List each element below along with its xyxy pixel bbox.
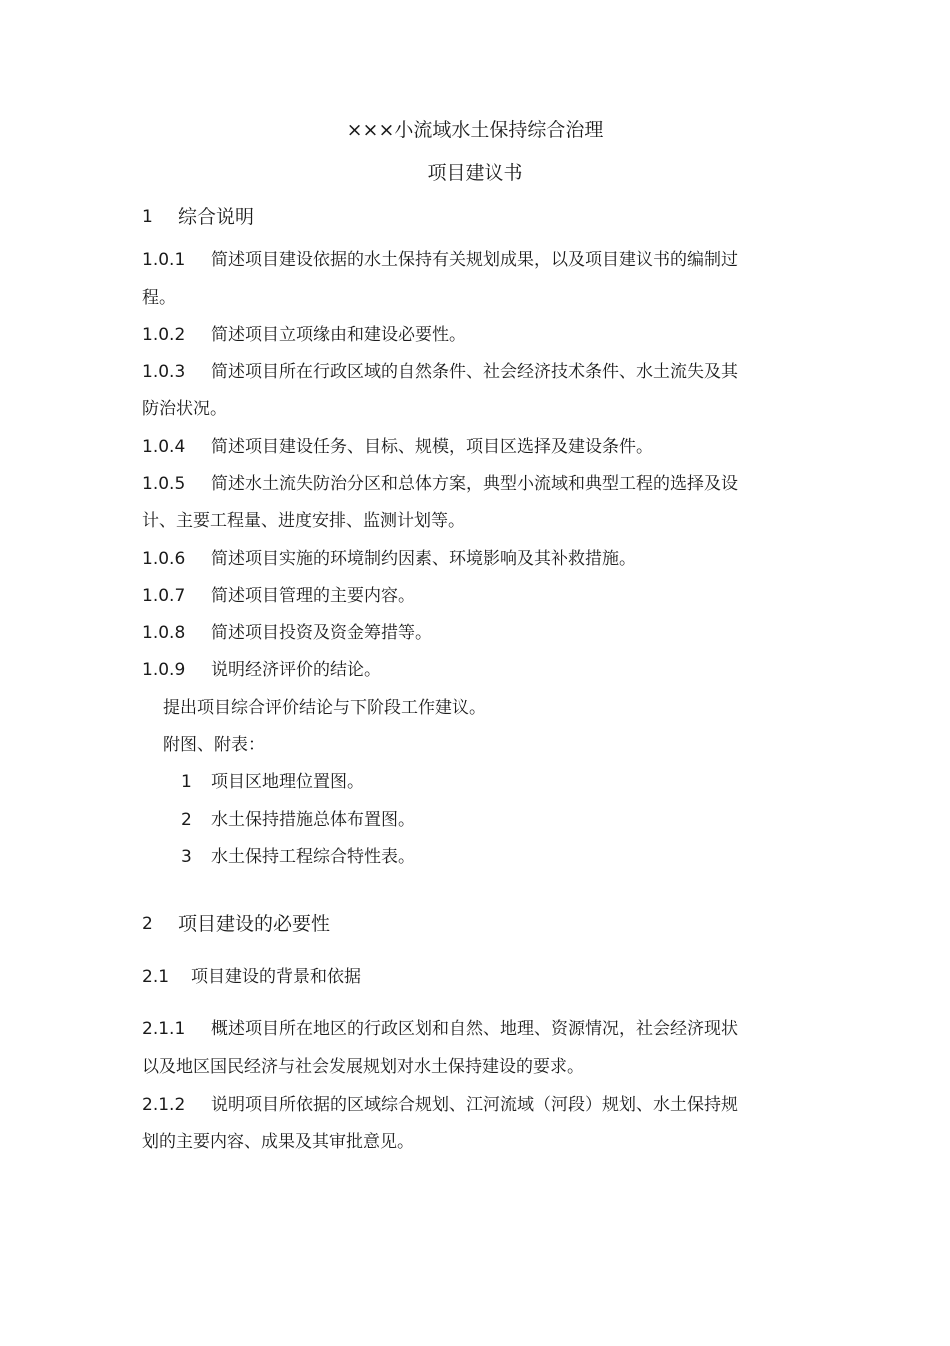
item-1-0-7-text: 简述项目管理的主要内容。: [211, 586, 415, 606]
item-2-1-1-cont: 以及地区国民经济与社会发展规划对水土保持建设的要求。: [142, 1057, 584, 1077]
doc-title-line1: ×××小流域水土保持综合治理: [346, 119, 604, 141]
attachment-1-text: 项目区地理位置图。: [211, 772, 364, 792]
item-1-0-3-number: 1.0.3: [142, 362, 186, 382]
item-2-1-2-text: 说明项目所依据的区域综合规划、江河流域（河段）规划、水土保持规: [211, 1095, 738, 1115]
attachment-1-number: 1: [181, 772, 192, 792]
item-2-1-1-number: 2.1.1: [142, 1019, 186, 1039]
item-1-0-9-text: 说明经济评价的结论。: [211, 660, 381, 680]
item-1-0-1-cont: 程。: [142, 288, 176, 308]
item-1-0-3-text: 简述项目所在行政区域的自然条件、社会经济技术条件、水土流失及其: [211, 362, 738, 382]
item-1-0-6-number: 1.0.6: [142, 549, 186, 569]
item-1-0-4-number: 1.0.4: [142, 437, 186, 457]
section-1-title: 综合说明: [178, 206, 255, 228]
section-1-number: 1: [142, 207, 153, 227]
item-1-0-2-number: 1.0.2: [142, 325, 186, 345]
attachment-3-text: 水土保持工程综合特性表。: [211, 847, 415, 867]
item-1-0-5-cont: 计、主要工程量、进度安排、监测计划等。: [142, 511, 465, 531]
section-2-number: 2: [142, 914, 153, 934]
attachments-heading: 附图、附表：: [163, 735, 265, 755]
item-1-0-2-text: 简述项目立项缘由和建设必要性。: [211, 325, 466, 345]
item-1-0-9-number: 1.0.9: [142, 660, 186, 680]
section-2-title: 项目建设的必要性: [178, 913, 331, 935]
attachment-2-text: 水土保持措施总体布置图。: [211, 810, 415, 830]
conclusion-paragraph: 提出项目综合评价结论与下阶段工作建议。: [163, 698, 486, 718]
item-2-1-1-text: 概述项目所在地区的行政区划和自然、地理、资源情况，社会经济现状: [211, 1019, 738, 1039]
item-1-0-8-number: 1.0.8: [142, 623, 186, 643]
item-1-0-4-text: 简述项目建设任务、目标、规模，项目区选择及建设条件。: [211, 437, 653, 457]
attachment-2-number: 2: [181, 810, 192, 830]
doc-title-line2: 项目建议书: [427, 162, 523, 184]
item-1-0-3-cont: 防治状况。: [142, 399, 227, 419]
item-2-1-2-number: 2.1.2: [142, 1095, 186, 1115]
item-1-0-5-number: 1.0.5: [142, 474, 186, 494]
item-1-0-1-text: 简述项目建设依据的水土保持有关规划成果，以及项目建议书的编制过: [211, 250, 738, 270]
attachment-3-number: 3: [181, 847, 192, 867]
item-1-0-8-text: 简述项目投资及资金筹措等。: [211, 623, 432, 643]
item-1-0-1-number: 1.0.1: [142, 250, 186, 270]
item-1-0-6-text: 简述项目实施的环境制约因素、环境影响及其补救措施。: [211, 549, 636, 569]
section-2-1-number: 2.1: [142, 967, 170, 987]
item-1-0-5-text: 简述水土流失防治分区和总体方案，典型小流域和典型工程的选择及设: [211, 474, 738, 494]
section-2-1-title: 项目建设的背景和依据: [191, 967, 361, 987]
item-2-1-2-cont: 划的主要内容、成果及其审批意见。: [142, 1132, 414, 1152]
item-1-0-7-number: 1.0.7: [142, 586, 186, 606]
